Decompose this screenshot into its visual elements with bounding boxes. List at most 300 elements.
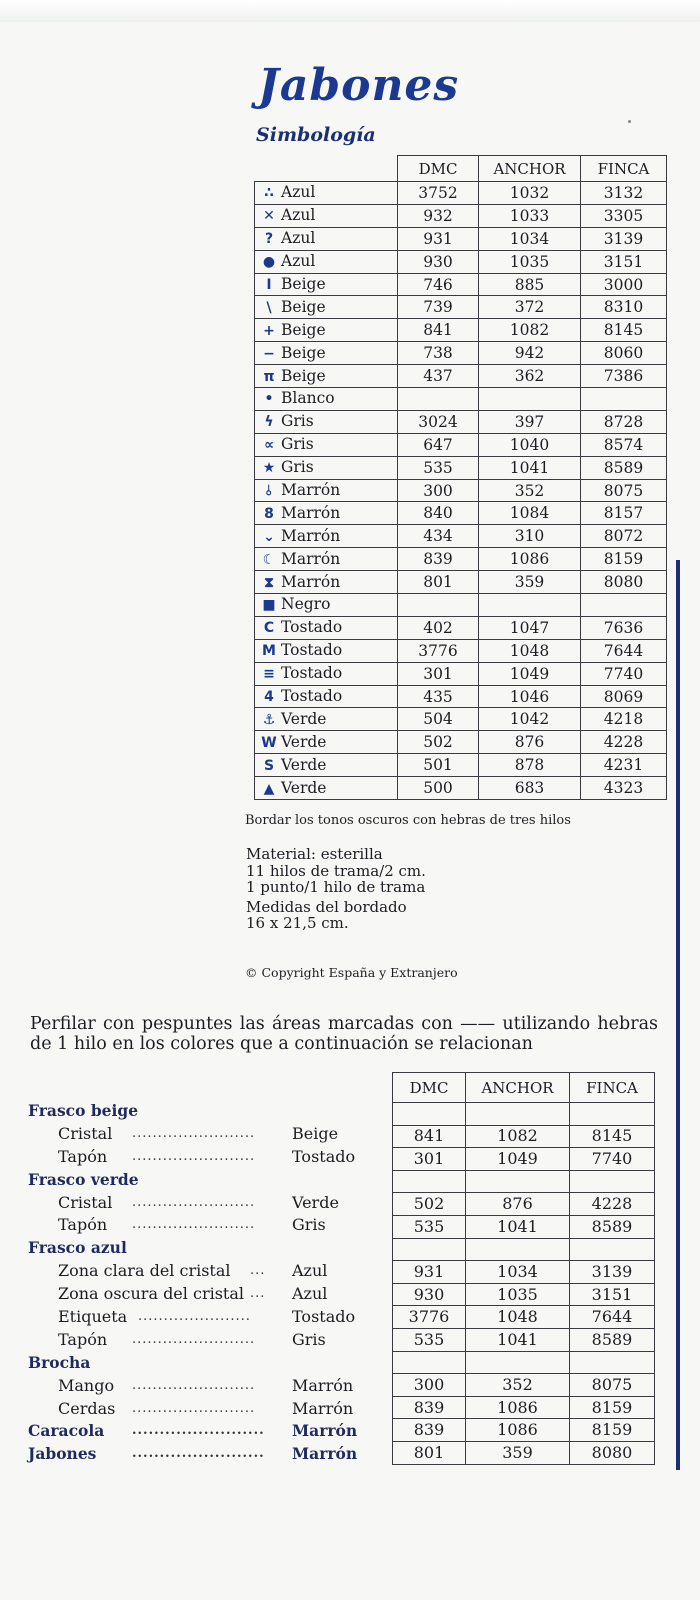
anchor-code bbox=[479, 388, 581, 411]
finca-code: 3000 bbox=[581, 273, 667, 296]
anchor-code: 1033 bbox=[479, 204, 581, 227]
anchor-code: 1040 bbox=[479, 433, 581, 456]
part-row bbox=[28, 1329, 388, 1352]
dmc-code: 839 bbox=[398, 548, 479, 571]
anchor-code: 362 bbox=[479, 365, 581, 388]
dmc-code: 437 bbox=[398, 365, 479, 388]
outline-row bbox=[393, 1283, 655, 1306]
triangle-icon: ▲ bbox=[263, 780, 275, 797]
color-name: Verde bbox=[281, 778, 327, 797]
symbol-color-cell bbox=[255, 433, 398, 456]
backslash-icon: \ bbox=[266, 299, 272, 316]
finca-code: 4218 bbox=[581, 708, 667, 731]
header-anchor: ANCHOR bbox=[479, 156, 581, 182]
anchor-code: 942 bbox=[479, 342, 581, 365]
alpha-fish-icon: ∝ bbox=[264, 437, 274, 454]
pi-icon: π bbox=[263, 368, 275, 385]
part-label: Tapón bbox=[58, 1329, 108, 1349]
part-label: Frasco verde bbox=[28, 1169, 139, 1189]
anchor-code bbox=[466, 1103, 570, 1126]
scan-speck bbox=[628, 120, 631, 123]
dmc-code: 3024 bbox=[398, 410, 479, 433]
symbol-row bbox=[255, 525, 667, 548]
outline-table-header bbox=[393, 1073, 655, 1103]
dmc-code: 801 bbox=[393, 1441, 466, 1464]
part-label: Jabones bbox=[28, 1444, 97, 1464]
dmc-code: 746 bbox=[398, 273, 479, 296]
leader-dots: ........................ bbox=[132, 1331, 256, 1347]
anchor-code: 310 bbox=[479, 525, 581, 548]
part-label: Tapón bbox=[58, 1146, 108, 1166]
symbol-color-cell bbox=[255, 479, 398, 502]
anchor-code: 1046 bbox=[479, 685, 581, 708]
color-name: Beige bbox=[281, 320, 326, 339]
part-group-row bbox=[28, 1169, 388, 1192]
anchor-code bbox=[479, 594, 581, 617]
outline-row bbox=[393, 1170, 655, 1193]
anchor-code: 1034 bbox=[466, 1261, 570, 1284]
symbol-color-cell bbox=[255, 296, 398, 319]
color-name: Marrón bbox=[281, 572, 341, 591]
symbol-color-cell bbox=[255, 319, 398, 342]
finca-code: 8145 bbox=[581, 319, 667, 342]
color-name: Verde bbox=[281, 732, 327, 751]
symbol-color-cell bbox=[255, 754, 398, 777]
dmc-code: 932 bbox=[398, 204, 479, 227]
dmc-code: 3776 bbox=[398, 639, 479, 662]
small-dot-icon: • bbox=[264, 391, 274, 408]
crescent-icon: ☾ bbox=[262, 551, 276, 568]
part-color: Marrón bbox=[292, 1398, 354, 1418]
dmc-code: 839 bbox=[393, 1419, 466, 1442]
symbol-color-cell bbox=[255, 204, 398, 227]
page-title: Jabones bbox=[258, 60, 460, 111]
symbol-color-cell bbox=[255, 525, 398, 548]
part-label: Frasco azul bbox=[28, 1238, 127, 1258]
dmc-code bbox=[398, 388, 479, 411]
part-color: Gris bbox=[292, 1215, 326, 1235]
finca-code: 3139 bbox=[570, 1261, 655, 1284]
anchor-code: 1047 bbox=[479, 616, 581, 639]
header-dmc: DMC bbox=[398, 156, 479, 182]
outline-row bbox=[393, 1103, 655, 1126]
part-row bbox=[28, 1283, 388, 1306]
finca-code: 7644 bbox=[581, 639, 667, 662]
outline-table-body bbox=[393, 1103, 655, 1465]
outline-row bbox=[393, 1419, 655, 1442]
symbol-row bbox=[255, 594, 667, 617]
leader-dots: ...................... bbox=[138, 1309, 251, 1325]
outline-row bbox=[393, 1441, 655, 1464]
symbol-color-cell bbox=[255, 616, 398, 639]
symbol-row bbox=[255, 433, 667, 456]
symbol-row bbox=[255, 639, 667, 662]
finca-code: 8589 bbox=[570, 1215, 655, 1238]
finca-code: 7740 bbox=[581, 662, 667, 685]
symbol-row bbox=[255, 754, 667, 777]
symbol-row bbox=[255, 227, 667, 250]
dmc-code bbox=[393, 1103, 466, 1126]
dmc-code: 502 bbox=[398, 731, 479, 754]
symbol-row bbox=[255, 685, 667, 708]
anchor-code: 1048 bbox=[466, 1306, 570, 1329]
anchor-code: 1032 bbox=[479, 182, 581, 205]
dmc-code: 535 bbox=[393, 1215, 466, 1238]
dmc-code: 739 bbox=[398, 296, 479, 319]
dmc-code: 841 bbox=[393, 1125, 466, 1148]
symbol-row bbox=[255, 502, 667, 525]
color-name: Azul bbox=[281, 183, 316, 202]
dmc-code: 738 bbox=[398, 342, 479, 365]
part-group-row bbox=[28, 1443, 388, 1466]
part-label: Frasco beige bbox=[28, 1101, 139, 1120]
part-color: Tostado bbox=[292, 1307, 356, 1327]
anchor-code: 1048 bbox=[479, 639, 581, 662]
finca-code bbox=[570, 1103, 655, 1126]
outline-row bbox=[393, 1374, 655, 1397]
filled-circle-icon: ● bbox=[262, 254, 276, 271]
dmc-code: 300 bbox=[398, 479, 479, 502]
color-name: Marrón bbox=[281, 549, 341, 568]
pin-icon: ⫰ bbox=[265, 483, 273, 500]
outline-row bbox=[393, 1306, 655, 1329]
part-group-row bbox=[28, 1100, 388, 1123]
dmc-code: 930 bbox=[398, 250, 479, 273]
symbol-row bbox=[255, 204, 667, 227]
color-name: Azul bbox=[281, 229, 316, 248]
dmc-code: 931 bbox=[393, 1261, 466, 1284]
dmc-code: 801 bbox=[398, 571, 479, 594]
symbol-color-cell bbox=[255, 456, 398, 479]
color-name: Verde bbox=[281, 709, 327, 728]
leader-dots: ........................ bbox=[132, 1377, 256, 1393]
color-name: Gris bbox=[281, 458, 314, 477]
plus-icon: + bbox=[263, 322, 275, 339]
symbol-row bbox=[255, 479, 667, 502]
finca-code: 8574 bbox=[581, 433, 667, 456]
anchor-code: 352 bbox=[479, 479, 581, 502]
symbol-color-cell bbox=[255, 571, 398, 594]
symbol-color-cell bbox=[255, 685, 398, 708]
lightning-icon: ϟ bbox=[264, 414, 274, 431]
cross-icon: ✕ bbox=[263, 208, 275, 225]
finca-code: 8589 bbox=[570, 1328, 655, 1351]
anchor-code bbox=[466, 1351, 570, 1374]
letter-w-icon: W bbox=[261, 734, 277, 751]
outline-row bbox=[393, 1328, 655, 1351]
filled-square-icon: ■ bbox=[262, 597, 276, 614]
anchor-code: 397 bbox=[479, 410, 581, 433]
dmc-code bbox=[393, 1238, 466, 1261]
eight-icon: 8 bbox=[264, 505, 274, 522]
anchor-code: 1082 bbox=[466, 1125, 570, 1148]
anchor-code: 1041 bbox=[466, 1328, 570, 1351]
finca-code bbox=[581, 594, 667, 617]
part-color: Beige bbox=[292, 1123, 339, 1143]
anchor-code: 885 bbox=[479, 273, 581, 296]
color-name: Blanco bbox=[281, 389, 335, 408]
dmc-code: 301 bbox=[398, 662, 479, 685]
symbol-row bbox=[255, 616, 667, 639]
finca-code: 7636 bbox=[581, 616, 667, 639]
chevron-down-icon: ⌄ bbox=[263, 528, 275, 545]
symbol-color-cell bbox=[255, 639, 398, 662]
header-dmc: DMC bbox=[393, 1073, 466, 1103]
four-icon: 4 bbox=[264, 689, 274, 706]
finca-code: 8159 bbox=[570, 1419, 655, 1442]
color-name: Marrón bbox=[281, 481, 341, 500]
symbol-color-cell bbox=[255, 250, 398, 273]
color-name: Beige bbox=[281, 343, 326, 362]
star-icon: ★ bbox=[262, 460, 276, 477]
part-color: Azul bbox=[292, 1261, 328, 1281]
symbol-row bbox=[255, 182, 667, 205]
question-mark-icon: ? bbox=[264, 231, 274, 248]
dmc-code: 402 bbox=[398, 616, 479, 639]
part-label: Tapón bbox=[58, 1215, 108, 1235]
finca-code bbox=[581, 388, 667, 411]
anchor-code: 1041 bbox=[479, 456, 581, 479]
symbol-color-cell bbox=[255, 502, 398, 525]
anchor-code: 1086 bbox=[466, 1419, 570, 1442]
three-dots-icon: ∴ bbox=[264, 185, 274, 202]
symbol-table-header bbox=[255, 156, 667, 182]
vertical-bar-icon: I bbox=[266, 277, 272, 293]
thread-note: Bordar los tonos oscuros con hebras de tres hilos bbox=[245, 813, 571, 828]
page-edge-border bbox=[676, 560, 680, 1470]
part-color: Azul bbox=[292, 1284, 328, 1304]
dmc-code bbox=[398, 594, 479, 617]
anchor-code: 1086 bbox=[479, 548, 581, 571]
anchor-code: 359 bbox=[466, 1441, 570, 1464]
finca-code: 8589 bbox=[581, 456, 667, 479]
anchor-code: 1042 bbox=[479, 708, 581, 731]
finca-code: 4228 bbox=[581, 731, 667, 754]
part-label: Cerdas bbox=[58, 1398, 116, 1418]
finca-code: 8069 bbox=[581, 685, 667, 708]
color-name: Marrón bbox=[281, 526, 341, 545]
anchor-code: 876 bbox=[466, 1193, 570, 1216]
finca-code: 8080 bbox=[581, 571, 667, 594]
dmc-code: 3752 bbox=[398, 182, 479, 205]
anchor-code: 1034 bbox=[479, 227, 581, 250]
page-top-band bbox=[0, 0, 700, 22]
header-anchor: ANCHOR bbox=[466, 1073, 570, 1103]
part-row bbox=[28, 1123, 388, 1146]
anchor-code: 876 bbox=[479, 731, 581, 754]
header-finca: FINCA bbox=[581, 156, 667, 182]
outline-instructions: Perfilar con pespuntes las áreas marcadas con —— utilizando hebras de 1 hilo en los colores que a continuación se relacionan bbox=[30, 1014, 658, 1054]
part-row bbox=[28, 1260, 388, 1283]
finca-code: 3151 bbox=[581, 250, 667, 273]
dmc-code: 535 bbox=[393, 1328, 466, 1351]
color-name: Beige bbox=[281, 297, 326, 316]
anchor-code: 352 bbox=[466, 1374, 570, 1397]
part-row bbox=[28, 1375, 388, 1398]
dmc-code: 434 bbox=[398, 525, 479, 548]
symbol-row bbox=[255, 342, 667, 365]
outline-row bbox=[393, 1215, 655, 1238]
hourglass-icon: ⧗ bbox=[264, 574, 274, 591]
part-label: Zona clara del cristal bbox=[58, 1261, 231, 1281]
anchor-icon: ⚓ bbox=[262, 711, 276, 728]
letter-c-icon: C bbox=[263, 620, 275, 637]
leader-dots: ........................ bbox=[132, 1194, 256, 1210]
color-name: Tostado bbox=[281, 618, 343, 637]
symbol-color-cell bbox=[255, 342, 398, 365]
dmc-code: 501 bbox=[398, 754, 479, 777]
symbol-color-cell bbox=[255, 731, 398, 754]
finca-code: 8075 bbox=[581, 479, 667, 502]
symbol-row bbox=[255, 410, 667, 433]
letter-m-icon: M bbox=[262, 643, 276, 660]
finca-code: 3139 bbox=[581, 227, 667, 250]
symbol-color-cell bbox=[255, 182, 398, 205]
outline-row bbox=[393, 1396, 655, 1419]
finca-code: 4323 bbox=[581, 777, 667, 800]
outline-parts-list bbox=[28, 1100, 388, 1466]
outline-row bbox=[393, 1238, 655, 1261]
outline-row bbox=[393, 1125, 655, 1148]
finca-code bbox=[570, 1170, 655, 1193]
part-row bbox=[28, 1192, 388, 1215]
leader-dots: ........................ bbox=[132, 1446, 265, 1462]
symbol-color-cell bbox=[255, 410, 398, 433]
dmc-code: 301 bbox=[393, 1148, 466, 1171]
part-color: Marrón bbox=[292, 1421, 358, 1441]
leader-dots: ........................ bbox=[132, 1217, 256, 1233]
dmc-code: 500 bbox=[398, 777, 479, 800]
anchor-code: 1049 bbox=[466, 1148, 570, 1171]
symbol-color-cell bbox=[255, 548, 398, 571]
size-value: 16 x 21,5 cm. bbox=[246, 914, 349, 932]
color-name: Verde bbox=[281, 755, 327, 774]
finca-code: 8310 bbox=[581, 296, 667, 319]
symbol-row bbox=[255, 365, 667, 388]
color-name: Beige bbox=[281, 366, 326, 385]
leader-dots: ... bbox=[250, 1263, 266, 1279]
symbol-row bbox=[255, 296, 667, 319]
symbol-row bbox=[255, 571, 667, 594]
anchor-code: 359 bbox=[479, 571, 581, 594]
stitch-line: 1 punto/1 hilo de trama bbox=[246, 878, 426, 896]
dmc-code bbox=[393, 1170, 466, 1193]
symbol-row bbox=[255, 273, 667, 296]
dmc-code: 840 bbox=[398, 502, 479, 525]
dmc-code: 841 bbox=[398, 319, 479, 342]
outline-row bbox=[393, 1148, 655, 1171]
finca-code: 7740 bbox=[570, 1148, 655, 1171]
anchor-code bbox=[466, 1170, 570, 1193]
part-row bbox=[28, 1146, 388, 1169]
dmc-code: 3776 bbox=[393, 1306, 466, 1329]
part-group-row bbox=[28, 1237, 388, 1260]
symbol-row bbox=[255, 250, 667, 273]
anchor-code: 1049 bbox=[479, 662, 581, 685]
part-color: Tostado bbox=[292, 1146, 356, 1166]
fabric-count-line: 11 hilos de trama/2 cm. bbox=[246, 861, 426, 880]
finca-code: 8145 bbox=[570, 1125, 655, 1148]
color-name: Gris bbox=[281, 435, 314, 454]
size-label: Medidas del bordado bbox=[246, 897, 407, 916]
minus-icon: − bbox=[263, 345, 275, 362]
finca-code: 7386 bbox=[581, 365, 667, 388]
finca-code: 7644 bbox=[570, 1306, 655, 1329]
dmc-code: 435 bbox=[398, 685, 479, 708]
symbol-color-cell bbox=[255, 777, 398, 800]
dmc-code: 839 bbox=[393, 1396, 466, 1419]
finca-code: 8159 bbox=[581, 548, 667, 571]
finca-code: 4228 bbox=[570, 1193, 655, 1216]
part-label: Mango bbox=[58, 1375, 115, 1395]
symbol-color-cell bbox=[255, 594, 398, 617]
symbol-row bbox=[255, 319, 667, 342]
symbol-color-cell bbox=[255, 365, 398, 388]
part-label: Zona oscura del cristal bbox=[58, 1284, 244, 1304]
symbol-color-cell bbox=[255, 273, 398, 296]
dmc-code: 647 bbox=[398, 433, 479, 456]
part-row bbox=[28, 1306, 388, 1329]
finca-code: 8060 bbox=[581, 342, 667, 365]
part-label: Cristal bbox=[58, 1192, 113, 1212]
part-color: Verde bbox=[292, 1192, 339, 1212]
symbol-table bbox=[254, 155, 667, 800]
color-name: Marrón bbox=[281, 503, 341, 522]
color-name: Azul bbox=[281, 206, 316, 225]
anchor-code: 1041 bbox=[466, 1215, 570, 1238]
symbol-color-cell bbox=[255, 708, 398, 731]
anchor-code: 1086 bbox=[466, 1396, 570, 1419]
leader-dots: ... bbox=[250, 1286, 266, 1302]
symbol-row bbox=[255, 388, 667, 411]
section-subtitle: Simbología bbox=[256, 124, 376, 146]
symbol-row bbox=[255, 548, 667, 571]
dmc-code: 502 bbox=[393, 1193, 466, 1216]
finca-code bbox=[570, 1351, 655, 1374]
anchor-code: 1084 bbox=[479, 502, 581, 525]
finca-code: 8072 bbox=[581, 525, 667, 548]
part-group-row bbox=[28, 1420, 388, 1443]
part-color: Gris bbox=[292, 1329, 326, 1349]
leader-dots: ........................ bbox=[132, 1400, 256, 1416]
finca-code: 4231 bbox=[581, 754, 667, 777]
leader-dots: ........................ bbox=[132, 1423, 265, 1439]
part-label: Cristal bbox=[58, 1123, 113, 1143]
finca-code: 8075 bbox=[570, 1374, 655, 1397]
color-name: Negro bbox=[281, 595, 331, 614]
dmc-code: 504 bbox=[398, 708, 479, 731]
symbol-row bbox=[255, 662, 667, 685]
part-row bbox=[28, 1214, 388, 1237]
outline-row bbox=[393, 1261, 655, 1284]
material-line: Material: esterilla bbox=[246, 845, 383, 863]
symbol-row bbox=[255, 731, 667, 754]
color-name: Azul bbox=[281, 252, 316, 271]
part-label: Etiqueta bbox=[58, 1307, 128, 1327]
dmc-code: 930 bbox=[393, 1283, 466, 1306]
anchor-code: 1035 bbox=[479, 250, 581, 273]
symbol-color-cell bbox=[255, 388, 398, 411]
finca-code: 8159 bbox=[570, 1396, 655, 1419]
anchor-code: 1035 bbox=[466, 1283, 570, 1306]
anchor-code: 1082 bbox=[479, 319, 581, 342]
finca-code: 3132 bbox=[581, 182, 667, 205]
material-info bbox=[246, 846, 426, 932]
finca-code bbox=[570, 1238, 655, 1261]
symbol-color-cell bbox=[255, 227, 398, 250]
color-name: Beige bbox=[281, 275, 326, 293]
part-label: Caracola bbox=[28, 1421, 105, 1441]
